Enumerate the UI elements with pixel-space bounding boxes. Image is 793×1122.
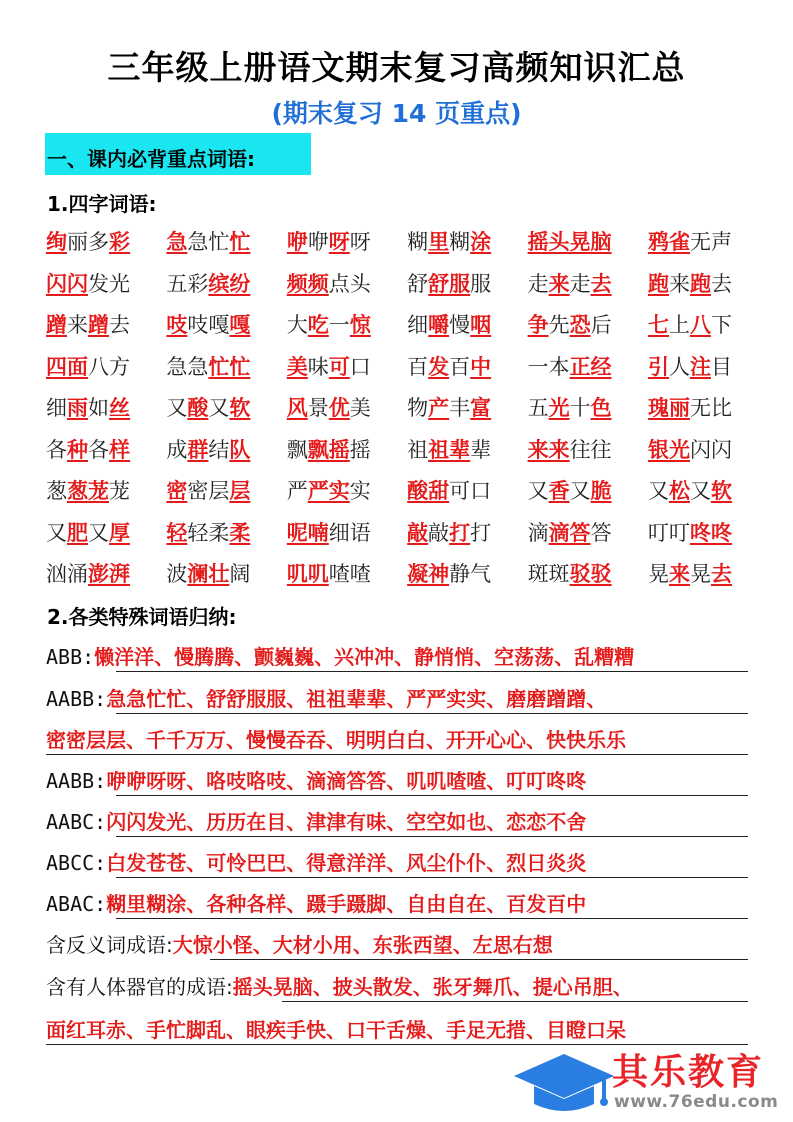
highlighted-chars: 去 bbox=[590, 271, 612, 296]
special-word-line bbox=[46, 806, 748, 838]
line-value: 面红耳赤、手忙脚乱、眼疾手快、口干舌燥、手足无措、目瞪口呆 bbox=[46, 1018, 626, 1042]
word-cell bbox=[648, 227, 768, 269]
plain-chars: 走 bbox=[569, 271, 591, 296]
word-row bbox=[46, 269, 786, 311]
line-value: 咿咿呀呀、咯吱咯吱、滴滴答答、叽叽喳喳、叮叮咚咚 bbox=[106, 769, 587, 793]
plain-chars: 百 bbox=[449, 354, 471, 379]
plain-chars: 汹涌 bbox=[46, 562, 88, 586]
highlighted-chars: 优 bbox=[328, 396, 350, 420]
highlighted-chars: 滴答 bbox=[548, 520, 591, 545]
plain-chars: 成 bbox=[166, 437, 188, 462]
word-cell bbox=[46, 227, 166, 269]
plain-chars: 无比 bbox=[689, 396, 732, 420]
highlighted-chars: 样 bbox=[109, 437, 130, 462]
word-cell bbox=[528, 352, 648, 394]
highlighted-chars: 丝 bbox=[109, 396, 130, 420]
plain-chars: 去 bbox=[710, 271, 732, 296]
word-cell bbox=[287, 310, 407, 352]
word-cell bbox=[287, 393, 407, 435]
line-label: 含有人体器官的成语: bbox=[46, 975, 233, 999]
plain-chars: 大 bbox=[286, 313, 308, 337]
highlighted-chars: 轻 bbox=[166, 520, 188, 545]
highlighted-chars: 舒服 bbox=[428, 271, 471, 296]
special-word-line bbox=[46, 683, 748, 715]
plain-chars: 五彩 bbox=[166, 271, 209, 296]
plain-chars: 丽多 bbox=[67, 230, 109, 254]
line-label: AABB: bbox=[46, 769, 107, 793]
highlighted-chars: 发 bbox=[428, 354, 450, 379]
line-label: ABCC: bbox=[46, 851, 107, 875]
highlighted-chars: 可 bbox=[328, 354, 350, 379]
highlighted-chars: 酸甜 bbox=[407, 479, 450, 503]
plain-chars: 百 bbox=[407, 354, 429, 379]
line-label: ABB: bbox=[46, 645, 95, 669]
line-value: 急急忙忙、舒舒服服、祖祖辈辈、严严实实、磨磨蹭蹭、 bbox=[106, 687, 607, 711]
page-subtitle: (期末复习 14 页重点) bbox=[271, 99, 522, 128]
underline-rule bbox=[116, 795, 748, 796]
plain-chars: 叮叮 bbox=[647, 520, 690, 545]
word-cell bbox=[648, 518, 768, 560]
highlighted-chars: 肥 bbox=[67, 520, 88, 545]
highlighted-chars: 忙忙 bbox=[208, 354, 251, 379]
highlighted-chars: 里 bbox=[428, 230, 450, 254]
brand-url: www.76edu.com bbox=[614, 1092, 779, 1112]
line-value: 密密层层、千千万万、慢慢吞吞、明明白白、开开心心、快快乐乐 bbox=[46, 728, 626, 752]
plain-chars: 去 bbox=[109, 313, 130, 337]
highlighted-chars: 呢喃 bbox=[286, 520, 329, 545]
plain-chars: 各 bbox=[88, 437, 109, 462]
plain-chars: 点头 bbox=[328, 271, 371, 296]
word-cell bbox=[287, 435, 407, 477]
plain-chars: 细语 bbox=[328, 520, 371, 545]
highlighted-chars: 来来 bbox=[527, 437, 570, 462]
highlighted-chars: 惊 bbox=[349, 313, 371, 337]
plain-chars: 滴 bbox=[527, 520, 549, 545]
highlighted-chars: 雨 bbox=[67, 396, 88, 420]
word-cell bbox=[166, 518, 286, 560]
word-cell bbox=[46, 310, 166, 352]
special-word-line bbox=[46, 847, 748, 879]
plain-chars: 下 bbox=[710, 313, 732, 337]
word-cell bbox=[528, 393, 648, 435]
plain-chars: 急忙 bbox=[187, 230, 230, 254]
plain-chars: 人 bbox=[668, 354, 690, 379]
word-cell bbox=[166, 393, 286, 435]
word-cell bbox=[528, 227, 648, 269]
word-cell bbox=[528, 435, 648, 477]
highlighted-chars: 咿 bbox=[286, 230, 308, 254]
highlighted-chars: 层 bbox=[229, 479, 251, 503]
word-cell bbox=[46, 269, 166, 311]
word-cell bbox=[407, 269, 527, 311]
word-cell bbox=[166, 435, 286, 477]
highlighted-chars: 吱 bbox=[166, 313, 188, 337]
highlighted-chars: 色 bbox=[590, 396, 612, 420]
underline-rule bbox=[282, 1001, 748, 1002]
highlighted-chars: 软 bbox=[229, 396, 251, 420]
plain-chars: 静气 bbox=[449, 562, 492, 586]
word-cell bbox=[287, 269, 407, 311]
word-cell bbox=[407, 227, 527, 269]
subsection-four-char-words: 1.四字词语: bbox=[47, 192, 157, 216]
highlighted-chars: 敲 bbox=[407, 520, 429, 545]
plain-chars: 美 bbox=[349, 396, 371, 420]
word-cell bbox=[528, 476, 648, 518]
word-cell bbox=[648, 435, 768, 477]
highlighted-chars: 八 bbox=[689, 313, 711, 337]
word-cell bbox=[46, 435, 166, 477]
highlighted-chars: 蹭 bbox=[46, 313, 67, 337]
plain-chars: 上 bbox=[668, 313, 690, 337]
word-row bbox=[46, 518, 786, 560]
plain-chars: 闪闪 bbox=[689, 437, 732, 462]
plain-chars: 各 bbox=[46, 437, 67, 462]
highlighted-chars: 软 bbox=[710, 479, 732, 503]
plain-chars: 发光 bbox=[88, 271, 130, 296]
word-cell bbox=[166, 269, 286, 311]
plain-chars: 来 bbox=[67, 313, 88, 337]
plain-chars: 咿 bbox=[307, 230, 329, 254]
highlighted-chars: 密 bbox=[166, 479, 188, 503]
word-cell bbox=[46, 518, 166, 560]
plain-chars: 物 bbox=[407, 396, 429, 420]
underline-rule bbox=[116, 671, 748, 672]
plain-chars: 飘 bbox=[286, 437, 308, 462]
highlighted-chars: 松 bbox=[668, 479, 690, 503]
plain-chars: 先 bbox=[548, 313, 570, 337]
highlighted-chars: 引 bbox=[647, 354, 669, 379]
word-cell bbox=[407, 310, 527, 352]
highlighted-chars: 争 bbox=[527, 313, 549, 337]
highlighted-chars: 香 bbox=[548, 479, 570, 503]
plain-chars: 敲 bbox=[428, 520, 450, 545]
plain-chars: 一 bbox=[328, 313, 350, 337]
word-cell bbox=[528, 269, 648, 311]
highlighted-chars: 葱茏 bbox=[67, 479, 109, 503]
word-cell bbox=[166, 352, 286, 394]
plain-chars: 糊 bbox=[407, 230, 429, 254]
word-cell bbox=[648, 476, 768, 518]
highlighted-chars: 嘎 bbox=[229, 313, 251, 337]
plain-chars: 阔 bbox=[229, 562, 251, 586]
plain-chars: 往往 bbox=[569, 437, 612, 462]
underline-rule bbox=[116, 713, 748, 714]
plain-chars: 口 bbox=[349, 354, 371, 379]
highlighted-chars: 吃 bbox=[307, 313, 329, 337]
highlighted-chars: 澜壮 bbox=[187, 562, 230, 586]
brand-name: 其乐教育 bbox=[612, 1052, 765, 1093]
plain-chars: 结 bbox=[208, 437, 230, 462]
plain-chars: 喳喳 bbox=[328, 562, 371, 586]
highlighted-chars: 闪闪 bbox=[46, 271, 88, 296]
highlighted-chars: 注 bbox=[689, 354, 711, 379]
highlighted-chars: 来 bbox=[668, 562, 690, 586]
word-cell bbox=[46, 393, 166, 435]
underline-rule bbox=[46, 754, 748, 755]
word-grid bbox=[46, 227, 786, 601]
word-cell bbox=[528, 518, 648, 560]
plain-chars: 葱 bbox=[46, 479, 67, 503]
plain-chars: 密层 bbox=[187, 479, 230, 503]
section-heading-text: 一、课内必背重点词语: bbox=[47, 147, 255, 171]
highlighted-chars: 急 bbox=[166, 230, 188, 254]
section-heading-1 bbox=[45, 133, 311, 175]
highlighted-chars: 呀 bbox=[328, 230, 350, 254]
highlighted-chars: 正经 bbox=[569, 354, 612, 379]
line-value: 白发苍苍、可怜巴巴、得意洋洋、风尘仆仆、烈日炎炎 bbox=[106, 851, 587, 875]
plain-chars: 味 bbox=[307, 354, 329, 379]
word-cell bbox=[648, 310, 768, 352]
plain-chars: 晃 bbox=[647, 562, 669, 586]
special-word-line bbox=[46, 888, 748, 920]
word-cell bbox=[648, 352, 768, 394]
line-value: 糊里糊涂、各种各样、蹑手蹑脚、自由自在、百发百中 bbox=[106, 892, 587, 916]
word-cell bbox=[648, 559, 768, 601]
subsection-special-words: 2.各类特殊词语归纳: bbox=[47, 605, 237, 629]
word-cell bbox=[528, 559, 648, 601]
line-label: 含反义词成语: bbox=[46, 933, 173, 957]
plain-chars: 服 bbox=[470, 271, 492, 296]
plain-chars: 十 bbox=[569, 396, 591, 420]
highlighted-chars: 跑 bbox=[647, 271, 669, 296]
plain-chars: 又 bbox=[208, 396, 230, 420]
plain-chars: 无声 bbox=[689, 230, 732, 254]
plain-chars: 来 bbox=[668, 271, 690, 296]
underline-rule bbox=[210, 959, 748, 960]
line-label: AABC: bbox=[46, 810, 107, 834]
word-cell bbox=[287, 476, 407, 518]
word-cell bbox=[287, 518, 407, 560]
line-value: 大惊小怪、大材小用、东张西望、左思右想 bbox=[172, 933, 553, 957]
plain-chars: 又 bbox=[689, 479, 711, 503]
highlighted-chars: 澎湃 bbox=[88, 562, 130, 586]
plain-chars: 实 bbox=[349, 479, 371, 503]
plain-chars: 茏 bbox=[109, 479, 130, 503]
word-cell bbox=[407, 352, 527, 394]
highlighted-chars: 蹭 bbox=[88, 313, 109, 337]
plain-chars: 严 bbox=[286, 479, 308, 503]
word-cell bbox=[46, 476, 166, 518]
highlighted-chars: 摇头晃脑 bbox=[527, 230, 612, 254]
underline-rule bbox=[116, 918, 748, 919]
line-value: 懒洋洋、慢腾腾、颤巍巍、兴冲冲、静悄悄、空荡荡、乱糟糟 bbox=[94, 645, 635, 669]
word-row bbox=[46, 310, 786, 352]
plain-chars: 打 bbox=[470, 520, 492, 545]
word-cell bbox=[166, 476, 286, 518]
highlighted-chars: 来 bbox=[548, 271, 570, 296]
word-cell bbox=[407, 559, 527, 601]
word-cell bbox=[528, 310, 648, 352]
line-value: 闪闪发光、历历在目、津津有味、空空如也、恋恋不舍 bbox=[106, 810, 587, 834]
plain-chars: 后 bbox=[590, 313, 612, 337]
highlighted-chars: 风 bbox=[286, 396, 308, 420]
plain-chars: 又 bbox=[569, 479, 591, 503]
word-row bbox=[46, 352, 786, 394]
highlighted-chars: 去 bbox=[710, 562, 732, 586]
word-cell bbox=[287, 559, 407, 601]
highlighted-chars: 飘摇 bbox=[307, 437, 350, 462]
highlighted-chars: 彩 bbox=[109, 230, 130, 254]
plain-chars: 五 bbox=[527, 396, 549, 420]
word-cell bbox=[287, 352, 407, 394]
plain-chars: 祖 bbox=[407, 437, 429, 462]
plain-chars: 又 bbox=[527, 479, 549, 503]
word-cell bbox=[287, 227, 407, 269]
plain-chars: 急急 bbox=[166, 354, 209, 379]
plain-chars: 一本 bbox=[527, 354, 570, 379]
highlighted-chars: 凝神 bbox=[407, 562, 450, 586]
plain-chars: 斑斑 bbox=[527, 562, 570, 586]
plain-chars: 可口 bbox=[449, 479, 492, 503]
plain-chars: 走 bbox=[527, 271, 549, 296]
highlighted-chars: 厚 bbox=[109, 520, 130, 545]
highlighted-chars: 恐 bbox=[569, 313, 591, 337]
highlighted-chars: 柔 bbox=[229, 520, 251, 545]
word-cell bbox=[166, 227, 286, 269]
word-cell bbox=[46, 352, 166, 394]
plain-chars: 丰 bbox=[449, 396, 471, 420]
plain-chars: 如 bbox=[88, 396, 109, 420]
plain-chars: 辈 bbox=[470, 437, 492, 462]
highlighted-chars: 严实 bbox=[307, 479, 350, 503]
plain-chars: 轻柔 bbox=[187, 520, 230, 545]
highlighted-chars: 咚咚 bbox=[689, 520, 732, 545]
highlighted-chars: 七 bbox=[647, 313, 669, 337]
highlighted-chars: 光 bbox=[548, 396, 570, 420]
highlighted-chars: 群 bbox=[187, 437, 209, 462]
highlighted-chars: 涂 bbox=[470, 230, 492, 254]
plain-chars: 又 bbox=[166, 396, 188, 420]
highlighted-chars: 脆 bbox=[590, 479, 612, 503]
special-word-line bbox=[46, 724, 748, 756]
word-row bbox=[46, 435, 786, 477]
plain-chars: 慢 bbox=[449, 313, 471, 337]
word-cell bbox=[407, 476, 527, 518]
special-word-line bbox=[46, 929, 748, 961]
underline-rule bbox=[116, 877, 748, 878]
word-cell bbox=[166, 559, 286, 601]
plain-chars: 晃 bbox=[689, 562, 711, 586]
word-cell bbox=[648, 269, 768, 311]
plain-chars: 答 bbox=[590, 520, 612, 545]
line-label: ABAC: bbox=[46, 892, 107, 916]
highlighted-chars: 忙 bbox=[229, 230, 251, 254]
highlighted-chars: 频频 bbox=[286, 271, 329, 296]
plain-chars: 又 bbox=[647, 479, 669, 503]
word-cell bbox=[407, 435, 527, 477]
plain-chars: 舒 bbox=[407, 271, 429, 296]
highlighted-chars: 跑 bbox=[689, 271, 711, 296]
plain-chars: 又 bbox=[46, 520, 67, 545]
plain-chars: 目 bbox=[710, 354, 732, 379]
page-title: 三年级上册语文期末复习高频知识汇总 bbox=[107, 48, 686, 87]
word-row bbox=[46, 227, 786, 269]
highlighted-chars: 富 bbox=[470, 396, 492, 420]
highlighted-chars: 咽 bbox=[470, 313, 492, 337]
word-row bbox=[46, 393, 786, 435]
plain-chars: 八方 bbox=[88, 354, 130, 379]
plain-chars: 吱嘎 bbox=[187, 313, 230, 337]
word-cell bbox=[648, 393, 768, 435]
highlighted-chars: 鸦雀 bbox=[647, 230, 690, 254]
highlighted-chars: 叽叽 bbox=[286, 562, 329, 586]
plain-chars: 呀 bbox=[349, 230, 371, 254]
word-cell bbox=[166, 310, 286, 352]
plain-chars: 景 bbox=[307, 396, 329, 420]
highlighted-chars: 产 bbox=[428, 396, 450, 420]
highlighted-chars: 队 bbox=[229, 437, 251, 462]
highlighted-chars: 嚼 bbox=[428, 313, 450, 337]
special-word-line bbox=[46, 641, 748, 673]
highlighted-chars: 瑰丽 bbox=[647, 396, 690, 420]
plain-chars: 细 bbox=[407, 313, 429, 337]
highlighted-chars: 打 bbox=[449, 520, 471, 545]
special-word-line bbox=[46, 971, 748, 1003]
highlighted-chars: 银光 bbox=[647, 437, 690, 462]
highlighted-chars: 种 bbox=[67, 437, 88, 462]
word-cell bbox=[407, 393, 527, 435]
underline-rule bbox=[116, 836, 748, 837]
line-value: 摇头晃脑、披头散发、张牙舞爪、提心吊胆、 bbox=[232, 975, 633, 999]
word-cell bbox=[46, 559, 166, 601]
highlighted-chars: 缤纷 bbox=[208, 271, 251, 296]
highlighted-chars: 驳驳 bbox=[569, 562, 612, 586]
plain-chars: 糊 bbox=[449, 230, 471, 254]
highlighted-chars: 四面 bbox=[46, 354, 88, 379]
plain-chars: 摇 bbox=[349, 437, 371, 462]
word-cell bbox=[407, 518, 527, 560]
plain-chars: 又 bbox=[88, 520, 109, 545]
highlighted-chars: 酸 bbox=[187, 396, 209, 420]
special-word-line bbox=[46, 765, 748, 797]
word-row bbox=[46, 476, 786, 518]
word-row bbox=[46, 559, 786, 601]
highlighted-chars: 祖辈 bbox=[428, 437, 471, 462]
plain-chars: 波 bbox=[166, 562, 188, 586]
line-label: AABB: bbox=[46, 687, 107, 711]
plain-chars: 细 bbox=[46, 396, 67, 420]
highlighted-chars: 绚 bbox=[46, 230, 67, 254]
highlighted-chars: 中 bbox=[470, 354, 492, 379]
highlighted-chars: 美 bbox=[286, 354, 308, 379]
